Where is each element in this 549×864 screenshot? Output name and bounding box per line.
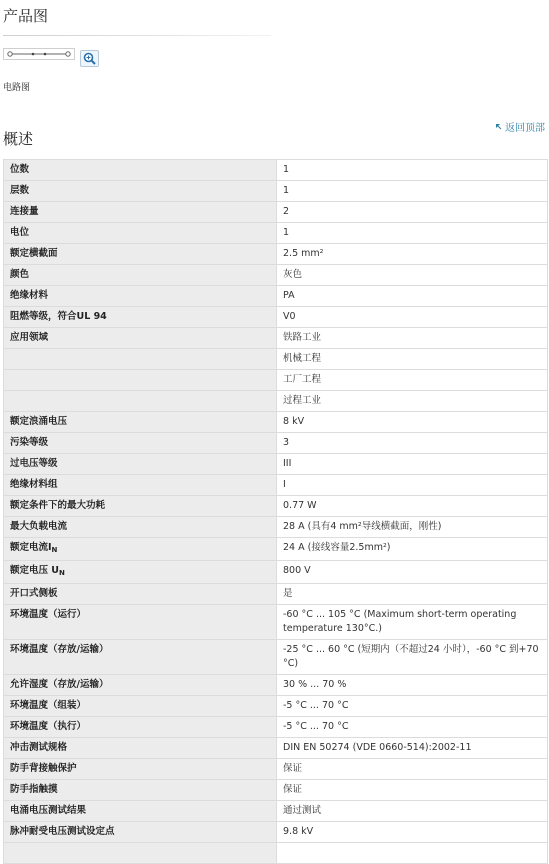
table-row (4, 605, 548, 640)
spec-value: -25 °C ... 60 °C (短期内（不超过24 小时），-60 °C 到+70 °C) (277, 640, 548, 675)
spec-label (4, 202, 277, 223)
spec-value: I (277, 475, 548, 496)
spec-label-text: 防手指触摸 (10, 784, 58, 795)
spec-label (4, 738, 277, 759)
table-row (4, 370, 548, 391)
table-row (4, 738, 548, 759)
spec-label (4, 561, 277, 584)
spec-label-text: 额定电压 U (10, 565, 60, 576)
spec-label-subscript: N (59, 569, 65, 577)
spec-table (3, 159, 548, 864)
table-row (4, 759, 548, 780)
circuit-diagram-thumbnail[interactable] (3, 48, 75, 60)
spec-value: 1 (277, 181, 548, 202)
back-to-top-link[interactable] (495, 119, 545, 134)
spec-value: 30 % ... 70 % (277, 675, 548, 696)
spec-value: 2.5 mm² (277, 244, 548, 265)
spec-label (4, 640, 277, 675)
spec-label-text: 环境温度（运行） (10, 609, 87, 620)
spec-value: 过程工业 (277, 391, 548, 412)
spec-label (4, 801, 277, 822)
spec-label (4, 780, 277, 801)
table-row (4, 181, 548, 202)
table-row (4, 223, 548, 244)
spec-label (4, 517, 277, 538)
spec-label (4, 843, 277, 864)
product-image-title: 产品图 (3, 7, 49, 25)
spec-label (4, 759, 277, 780)
spec-value: 1 (277, 223, 548, 244)
overview-title: 概述 (3, 130, 34, 148)
spec-label-text: 阻燃等级，符合UL 94 (10, 311, 107, 322)
spec-label-text: 连接量 (10, 206, 39, 217)
spec-label (4, 244, 277, 265)
spec-label-text: 电位 (10, 227, 30, 238)
table-row (4, 160, 548, 181)
table-row (4, 538, 548, 561)
spec-value: 800 V (277, 561, 548, 584)
spec-value: 24 A (接线容量2.5mm²) (277, 538, 548, 561)
table-row (4, 286, 548, 307)
spec-value: 2 (277, 202, 548, 223)
spec-value: 3 (277, 433, 548, 454)
spec-label-text: 应用领域 (10, 332, 49, 343)
table-row (4, 349, 548, 370)
table-row (4, 717, 548, 738)
table-row (4, 584, 548, 605)
spec-value: V0 (277, 307, 548, 328)
spec-value: 28 A (具有4 mm²导线横截面，刚性) (277, 517, 548, 538)
spec-label (4, 675, 277, 696)
spec-label (4, 538, 277, 561)
spec-label-text: 防手背接触保护 (10, 763, 77, 774)
spec-value: -5 °C ... 70 °C (277, 696, 548, 717)
table-row (4, 675, 548, 696)
table-row (4, 412, 548, 433)
spec-label-text: 电涌电压测试结果 (10, 805, 87, 816)
spec-value: 9.8 kV (277, 822, 548, 843)
spec-value: 保证 (277, 780, 548, 801)
spec-label (4, 391, 277, 412)
table-row (4, 391, 548, 412)
spec-value: -60 °C ... 105 °C (Maximum short-term operating temperature 130°C.) (277, 605, 548, 640)
table-row (4, 640, 548, 675)
spec-value: 铁路工业 (277, 328, 548, 349)
section-divider (3, 35, 271, 36)
magnifier-icon (81, 51, 98, 66)
spec-label (4, 307, 277, 328)
table-row (4, 265, 548, 286)
spec-label-text: 环境温度（存放/运输） (10, 644, 109, 655)
arrow-up-left-icon (495, 123, 502, 130)
spec-label-text: 额定电流I (10, 542, 52, 553)
table-row (4, 202, 548, 223)
spec-label-text: 过电压等级 (10, 458, 58, 469)
spec-label (4, 412, 277, 433)
table-row (4, 496, 548, 517)
spec-label-text: 脉冲耐受电压测试设定点 (10, 826, 115, 837)
spec-label-text: 额定横截面 (10, 248, 58, 259)
spec-label (4, 433, 277, 454)
spec-label (4, 605, 277, 640)
spec-label (4, 223, 277, 244)
spec-value: III (277, 454, 548, 475)
spec-value: 灰色 (277, 265, 548, 286)
table-row (4, 328, 548, 349)
spec-value: 通过测试 (277, 801, 548, 822)
table-row (4, 307, 548, 328)
table-row (4, 475, 548, 496)
spec-label-text: 额定条件下的最大功耗 (10, 500, 106, 511)
spec-value: 机械工程 (277, 349, 548, 370)
spec-label-text: 绝缘材料组 (10, 479, 58, 490)
spec-label-subscript: N (51, 546, 58, 554)
spec-label-text: 额定浪涌电压 (10, 416, 68, 427)
spec-value: 工厂工程 (277, 370, 548, 391)
spec-label (4, 475, 277, 496)
table-row (4, 244, 548, 265)
spec-label-text: 颜色 (10, 269, 30, 280)
spec-label-text: 绝缘材料 (10, 290, 49, 301)
spec-value: 0.77 W (277, 496, 548, 517)
table-row (4, 561, 548, 584)
table-row (4, 433, 548, 454)
spec-label (4, 496, 277, 517)
zoom-button[interactable] (80, 50, 99, 67)
table-row (4, 801, 548, 822)
spec-value: PA (277, 286, 548, 307)
spec-label (4, 454, 277, 475)
spec-label (4, 160, 277, 181)
spec-value: 8 kV (277, 412, 548, 433)
spec-value (277, 843, 548, 864)
back-to-top-label: 返回顶部 (505, 123, 545, 134)
table-row (4, 780, 548, 801)
spec-label-text: 冲击测试规格 (10, 742, 68, 753)
spec-value: 是 (277, 584, 548, 605)
table-row (4, 517, 548, 538)
spec-label (4, 370, 277, 391)
spec-label-text: 开口式侧板 (10, 588, 58, 599)
spec-value: -5 °C ... 70 °C (277, 717, 548, 738)
spec-label (4, 265, 277, 286)
spec-value: 1 (277, 160, 548, 181)
spec-label (4, 696, 277, 717)
thumbnail-caption: 电路图 (3, 83, 31, 93)
spec-value: DIN EN 50274 (VDE 0660-514):2002-11 (277, 738, 548, 759)
table-row (4, 822, 548, 843)
spec-label (4, 717, 277, 738)
spec-label-text: 最大负载电流 (10, 521, 68, 532)
spec-label (4, 822, 277, 843)
spec-value: 保证 (277, 759, 548, 780)
spec-label (4, 328, 277, 349)
table-row (4, 696, 548, 717)
spec-label (4, 349, 277, 370)
spec-label-text: 环境温度（执行） (10, 721, 87, 732)
spec-label-text: 污染等级 (10, 437, 49, 448)
spec-label (4, 181, 277, 202)
table-row (4, 843, 548, 864)
spec-label (4, 286, 277, 307)
spec-label (4, 584, 277, 605)
spec-label-text: 允许湿度（存放/运输） (10, 679, 109, 690)
spec-label-text: 层数 (10, 185, 30, 196)
spec-label-text: 位数 (10, 164, 30, 175)
spec-label-text: 环境温度（组装） (10, 700, 87, 711)
table-row (4, 454, 548, 475)
